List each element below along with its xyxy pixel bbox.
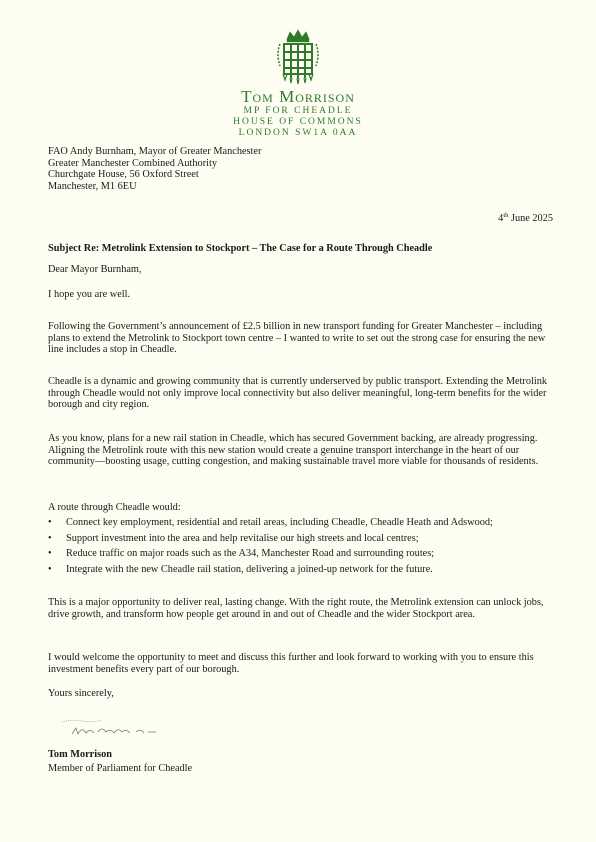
- list-item: • Integrate with the new Cheadle rail station, delivering a joined-up network for the future.: [48, 562, 558, 578]
- letterhead-name: Tom Morrison: [241, 87, 355, 106]
- list-item: • Reduce traffic on major roads such as the A34, Manchester Road and surrounding routes;: [48, 546, 558, 562]
- subject-line: Subject Re: Metrolink Extension to Stockport – The Case for a Route Through Cheadle: [48, 243, 433, 254]
- date-month-year: June 2025: [508, 213, 553, 224]
- date-day: 4: [498, 213, 504, 224]
- portcullis-crest-icon: [270, 28, 326, 86]
- recipient-address: [48, 146, 558, 192]
- recipient-line-2: Greater Manchester Combined Authority: [48, 157, 217, 169]
- salutation: Dear Mayor Burnham,: [48, 264, 142, 275]
- letter-date: [498, 212, 553, 224]
- benefits-list: [48, 515, 558, 577]
- letterhead-role: MP FOR CHEADLE: [243, 106, 353, 116]
- signatory-title: Member of Parliament for Cheadle: [48, 763, 193, 774]
- paragraph-meeting: I would welcome the opportunity to meet and discuss this further and look forward to working with you to ensure this investment benefits every part of our borough.: [48, 652, 534, 675]
- paragraph-opportunity: This is a major opportunity to deliver real, lasting change. With the right route, the Metrolink extension can unlock jobs, drive growth, and transform how people get around in and out of Cheadle and the wider Stockport area.: [48, 597, 544, 620]
- handwritten-signature: [58, 716, 168, 742]
- recipient-line-1: FAO Andy Burnham, Mayor of Greater Manchester: [48, 146, 262, 157]
- letterhead: [0, 28, 596, 139]
- paragraph-rail-station: As you know, plans for a new rail station in Cheadle, which has secured Government backing, are already progressing. Aligning the Metrolink route with this new station would create a genuine transport interchange in the heart of our community—boosting usage, cutting congestion, and making sustainable travel more viable for thousands of residents.: [48, 433, 539, 468]
- list-item: • Connect key employment, residential and retail areas, including Cheadle, Cheadle Heath and Adswood;: [48, 515, 558, 531]
- list-item: • Support investment into the area and help revitalise our high streets and local centres;: [48, 531, 558, 547]
- paragraph-greeting: I hope you are well.: [48, 289, 131, 300]
- signatory-name: Tom Morrison: [48, 749, 112, 760]
- recipient-line-4: Manchester, M1 6EU: [48, 180, 137, 192]
- recipient-line-3: Churchgate House, 56 Oxford Street: [48, 169, 199, 181]
- letterhead-address-line-1: HOUSE OF COMMONS: [233, 117, 363, 127]
- letterhead-address-line-2: LONDON SW1A 0AA: [238, 128, 358, 138]
- list-intro: A route through Cheadle would:: [48, 502, 181, 513]
- paragraph-community: Cheadle is a dynamic and growing community that is currently underserved by public transport. Extending the Metrolink through Cheadle would not only improve local connectivity but also deliver meaningful, long-term benefits for the wider borough and city region.: [48, 376, 547, 411]
- paragraph-funding: Following the Government’s announcement of £2.5 billion in new transport funding for Greater Manchester – including plans to extend the Metrolink to Stockport town centre – I wanted to write to set out the strong case for ensuring the new line includes a stop in Cheadle.: [48, 321, 546, 356]
- closing: Yours sincerely,: [48, 688, 114, 699]
- date-suffix: th: [503, 212, 509, 219]
